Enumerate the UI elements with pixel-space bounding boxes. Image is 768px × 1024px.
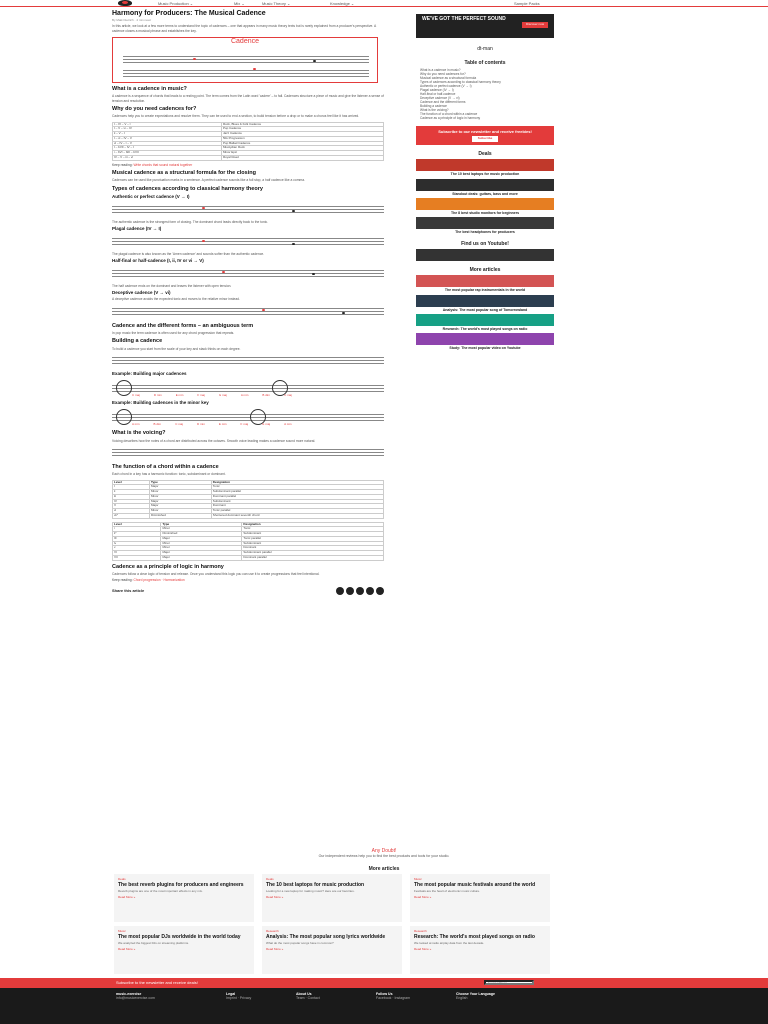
card-excerpt: Looking for a new laptop for making music? Here are our favorites. [266,889,355,893]
chord-label: E min [218,421,227,426]
nav-item-music-production[interactable]: Music Production ⌄ [158,1,194,6]
article-main [112,10,384,595]
youtube-thumbnail[interactable] [416,249,554,261]
card-title[interactable]: Research: The world's most played songs on radio [414,933,535,940]
table-cell: Shortened dominant seventh chord [211,513,383,518]
pinterest-share-icon[interactable] [356,587,364,595]
toc-item[interactable]: Deceptive cadence (V → vi) [420,96,460,101]
cta-title: Any Doubt! [371,848,397,854]
table-cell: vi [113,509,150,514]
chord-label: B dim [262,393,271,398]
staff-plagal [112,235,384,250]
top-navigation [0,0,768,7]
heading-forms: Cadence and the different forms – an ambiguous term [112,322,254,329]
table-cell: Major [149,499,211,504]
footer-link[interactable]: Imprint · Privacy [226,996,252,1001]
table-cell: I – V – vi – IV [113,127,222,132]
more-title: More articles [469,267,501,273]
para-function: Each chord in a key has a harmonic function: tonic, subdominant or dominant. [112,472,226,477]
sidebar-youtube [416,241,554,261]
chord-label: C maj [284,393,292,398]
table-header-cell: Type [161,522,242,527]
heading-structural-formula: Musical cadence as a structural formula for the closing [112,169,256,176]
footer-link[interactable]: Team · Contact [296,996,320,1001]
email-share-icon[interactable] [376,587,384,595]
table-cell: Subdominant [242,532,384,537]
table-row [113,513,384,518]
table-cell: Dominant parallel [211,494,383,499]
table-cell: I – vi – IV – V [113,136,222,141]
card-category: Deals [118,877,126,881]
table-cell: Tonic [242,527,384,532]
table-cell: vi – IV – I – V [113,141,222,146]
card-title[interactable]: The 10 best laptops for music production [266,881,365,888]
card-read-more[interactable]: Read More » [266,946,284,951]
heading-function: The function of a chord within a cadence [112,463,219,470]
footer-heading: Choose Your Language [456,992,495,996]
newsletter-email-input[interactable] [484,980,534,985]
table-cell: Tonic parallel [242,536,384,541]
keep-reading-link-2[interactable]: Chord progression · Harmonization [133,578,185,583]
nav-item-knowledge[interactable]: Knowledge ⌄ [330,1,355,6]
chord-label: A min [284,421,292,426]
subscribe-button[interactable]: Subscribe [472,136,499,142]
banner-note [313,60,316,62]
subscribe-box [416,126,554,145]
table-cell: Minor [161,527,242,532]
table-header-cell: Level [113,522,161,527]
table-cell: 50s Progression [221,136,383,141]
article-thumbnail[interactable] [416,314,554,326]
footer-column [456,992,495,1001]
table-cell: Subdominant parallel [211,490,383,495]
footer-link[interactable]: info@musicexercise.com [116,996,155,1001]
toc-item[interactable]: What is the voicing? [420,108,449,113]
footer-heading: Follow Us [376,992,393,996]
heading-types: Types of cadences according to classical harmony theory [112,185,263,192]
para-half: The half cadence ends on the dominant and leaves the listener with open tension. [112,283,232,288]
table-cell: I – bVII – IV – I [113,146,222,151]
staff-half [112,267,384,282]
deal-title[interactable]: Standout deals: guitars, bass and more [452,191,518,196]
progressions-table [112,122,384,161]
chord-label: C maj [175,421,184,426]
card-category: Music [414,877,422,881]
card-excerpt: What do the most popular songs have in common? [266,941,334,945]
banner-title: Cadence [230,37,260,45]
table-cell: Tonic [211,485,383,490]
chord-label: F maj [197,393,205,398]
para-voicing: Voicing describes how the notes of a chord are distributed across the octaves. Smooth voice leading makes a cadence sound more natural. [112,438,316,443]
table-cell: Major [161,536,242,541]
table-cell: Major [161,555,242,560]
para-deceptive: A deceptive cadence avoids the expected tonic and moves to the relative minor instead. [112,297,240,302]
para-basics: Cadences can be used like punctuation marks in a sentence. A perfect cadence sounds like a full stop, a half cadence like a comma. [112,178,305,183]
article-card[interactable] [410,874,550,922]
toc-item[interactable]: What is a cadence in music? [420,68,461,73]
sidebar-more [416,267,554,351]
para-building: To build a cadence you start from the scale of your key and stack thirds on each degree. [112,347,241,352]
article-thumbnail[interactable] [416,333,554,345]
sidebar-deals [416,151,554,235]
heading-major-example: Example: Building major cadences [112,371,187,377]
deal-thumbnail[interactable] [416,217,554,229]
table-cell: Subdominant parallel [242,551,384,556]
major-chords [132,394,306,398]
site-footer [0,988,768,1024]
article-title: Harmony for Producers: The Musical Cadence [112,10,266,17]
cadence-banner [112,37,378,83]
deal-thumbnail[interactable] [416,198,554,210]
facebook-share-icon[interactable] [336,587,344,595]
chord-label: G maj [262,421,271,426]
table-cell: Dominant [242,546,384,551]
newsletter-bar [0,978,768,988]
table-cell: Subdominant [211,499,383,504]
chord-label: C maj [132,393,140,398]
table-cell: Subdominant [242,541,384,546]
table-cell: IV – V – iii – vi [113,155,222,160]
table-cell: Major [149,504,211,509]
toc-item[interactable]: Why do you need cadences for? [420,72,466,77]
toc-item[interactable]: Authentic or perfect cadence (V → I) [420,84,472,89]
ad-text: WE'VE GOT THE PERFECT SOUND [422,16,506,22]
table-header-cell: Designation [211,480,383,485]
staff-voicing [112,446,384,461]
newsletter-text: Subscribe to the newsletter and receive deals! [116,980,198,985]
card-excerpt: We looked at radio airplay data from the last decade. [414,941,485,945]
heading-voicing: What is the voicing? [112,429,166,436]
table-row [113,155,384,160]
table-row [113,555,384,560]
nav-item-music-theory[interactable]: Music Theory ⌄ [262,1,291,6]
article-card[interactable] [262,874,402,922]
card-excerpt: We analyzed the biggest DJs on streaming platforms. [118,941,189,945]
share-row [112,587,384,595]
table-cell: ii – V – I [113,132,222,137]
toc-item[interactable]: Types of cadences according to classical harmony theory [420,80,501,85]
chord-label: D min [197,421,205,426]
table-cell: i [113,527,161,532]
toc-item[interactable]: Building a cadence [420,104,447,109]
toc-item[interactable]: Plagal cadence (IV → I) [420,88,454,93]
table-cell: Tonic parallel [211,509,383,514]
toc-item[interactable]: Half-final or half-cadence [420,92,456,97]
card-category: Music [118,929,126,933]
table-header-cell: Designation [242,522,384,527]
minor-chords [132,423,306,427]
card-read-more[interactable]: Read More » [118,894,136,899]
footer-column [226,992,251,1001]
deal-title[interactable]: The 8 best studio monitors for beginners [450,211,520,215]
staff-minor [112,409,384,427]
card-read-more[interactable]: Read More » [266,894,284,899]
toc-title: Table of contents [464,60,506,66]
table-cell: v [113,546,161,551]
deal-title[interactable]: The 10 best laptops for music production [450,172,520,177]
table-cell: Major [149,485,211,490]
chord-label: G maj [218,393,227,398]
table-cell: Diminished [149,513,211,518]
sidebar-ad[interactable] [416,14,554,38]
table-cell: VII [113,555,161,560]
brand-logo[interactable]: dt-man [477,45,493,52]
more-articles-title: More articles [368,866,400,872]
chord-label: A min [240,393,249,398]
sidebar [416,14,554,357]
article-title[interactable]: Study: The most popular video on Youtube [449,346,521,351]
article-meta: By Maik Dietrich · 4 min read [112,17,151,22]
card-category: Research [266,929,279,933]
article-card[interactable] [114,874,254,922]
table-cell: Dominant parallel [242,555,384,560]
article-card[interactable] [114,926,254,974]
chord-label: B dim [153,421,162,426]
footer-heading: Legal [226,992,236,996]
whatsapp-share-icon[interactable] [366,587,374,595]
heading-why-cadences: Why do you need cadences for? [112,105,197,112]
nav-sample-packs[interactable]: Sample Packs [514,1,540,6]
table-cell: Royal Road [221,155,383,160]
table-cell: Dominant [211,504,383,509]
table-cell: Minor [161,546,242,551]
banner-note [253,68,256,70]
table-cell: IV [113,499,150,504]
card-category: Research [414,929,427,933]
para-forms: In pop music the term cadence is often used for any chord progression that repeats. [112,331,235,336]
major-function-table [112,480,384,519]
staff-build [112,354,384,369]
table-header-cell: Type [149,480,211,485]
heading-building: Building a cadence [112,338,163,345]
card-read-more[interactable]: Read More » [118,946,136,951]
youtube-title: Find us on Youtube! [461,240,509,247]
article-card[interactable] [410,926,550,974]
cta-sub: Our independent reviews help you to find the best products and tools for your studio. [318,854,450,858]
table-cell: Pop Ballad Cadence [221,141,383,146]
para-what: A cadence is a sequence of chords that leads to a resting point. The term comes from the Latin word 'cadere' – to fall. Cadences structure a piece of music and give the listener a sense of tension and resolution. [112,94,384,103]
subscribe-text: Subscribe to our newsletter and receive freebies! [438,129,532,135]
footer-column [296,992,320,1001]
heading-authentic: Authentic or perfect cadence (V → I) [112,194,190,200]
footer-heading: About Us [296,992,312,996]
para-plagal: The plagal cadence is also known as the 'Amen cadence' and sounds softer than the authentic cadence. [112,251,265,256]
heading-half: Half-final or half-cadence (I, ii, IV or vi → V) [112,257,204,263]
toc-item[interactable]: Cadence as a principle of logic in harmony [420,116,481,121]
table-header-cell: Level [113,480,150,485]
toc-item[interactable]: Cadence and the different forms [420,100,466,105]
card-excerpt: Festivals are the heart of electronic music culture. [414,889,481,893]
table-cell: Major [161,551,242,556]
table-cell: Pop Cadence [221,127,383,132]
keep-reading-link-1[interactable]: Write chords that sound natural together [133,162,193,167]
article-title[interactable]: The most popular rap instrumentals in the world [444,288,526,293]
table-cell: V [113,504,150,509]
para-authentic: The authentic cadence is the strongest form of closing. The dominant chord leads directly back to the tonic. [112,219,269,224]
card-title[interactable]: The most popular music festivals around the world [414,881,536,888]
staff-authentic [112,203,384,218]
table-cell: iii [113,494,150,499]
table-cell: i – bVI – bIII – bVII [113,151,222,156]
table-cell: Minor [149,490,211,495]
table-cell: vii° [113,513,150,518]
card-excerpt: Reverb plugins are one of the most important effects in any mix. [118,889,203,893]
deal-title[interactable]: The best headphones for producers [455,230,515,235]
table-cell: Minor Epic [221,151,383,156]
article-card[interactable] [262,926,402,974]
toc-item[interactable]: The function of a chord within a cadence [420,112,478,117]
table-cell: iv [113,541,161,546]
table-cell: Minor [161,541,242,546]
article-title[interactable]: Research: The world's most played songs on radio [442,327,528,331]
table-cell: Minor [149,494,211,499]
footer-column [376,992,410,1001]
staff-deceptive [112,305,384,320]
table-cell: Jazz Cadence [221,132,383,137]
ad-button[interactable]: Discover now [522,22,548,28]
heading-plagal: Plagal cadence (IV → I) [112,226,162,232]
table-cell: I [113,485,150,490]
footer-heading: music-exercise [116,992,142,996]
share-label: Share this article [112,588,145,593]
table-cell: VI [113,551,161,556]
para-logic: Cadences follow a clear logic of tension and release. Once you understand this logic you can use it to create progressions that feel intentional. [112,572,320,577]
table-cell: Rock, Blues & Folk Cadence [221,122,383,127]
card-title[interactable]: The most popular DJs worldwide in the world today [118,933,241,940]
footer-link[interactable]: Facebook · Instagram [376,996,411,1001]
toc-item[interactable]: Musical cadence as a structural formula [420,76,477,81]
deal-thumbnail[interactable] [416,179,554,191]
sidebar-toc [416,60,554,120]
article-thumbnail[interactable] [416,275,554,287]
table-cell: III [113,536,161,541]
nav-item-mix[interactable]: Mix ⌄ [234,1,245,6]
heading-logic: Cadence as a principle of logic in harmony [112,563,224,570]
article-intro: In this article, we look at a few more terms to understand the topic of cadences – one that appears in many music theory texts but is rarely explained from a producer's perspective. A cadence closes a musical phrase and establishes the key. [112,24,376,33]
heading-what-is-cadence: What is a cadence in music? [112,85,187,92]
chord-label: E min [175,393,184,398]
table-cell: I – IV – V – I [113,122,222,127]
footer-column [116,992,155,1001]
card-title[interactable]: Analysis: The most popular song lyrics worldwide [266,933,386,940]
table-cell: Diminished [161,532,242,537]
table-cell: Mixolydian Rock [221,146,383,151]
twitter-share-icon[interactable] [346,587,354,595]
card-read-more[interactable]: Read More » [414,946,432,951]
site-logo[interactable] [118,0,132,6]
article-title[interactable]: Analysis: The most popular song of Tomorrowland [442,307,528,312]
table-cell: ii [113,490,150,495]
deals-title: Deals [478,151,492,157]
para-why: Cadences help you to create expectations and resolve them. They can be used to end a section, to build tension before a drop or to make a chorus feel like it has arrived. [112,114,360,119]
article-thumbnail[interactable] [416,295,554,307]
card-read-more[interactable]: Read More » [414,894,432,899]
chord-label: F maj [240,421,249,426]
minor-function-table [112,522,384,561]
banner-note [193,58,196,60]
card-title[interactable]: The best reverb plugins for producers and engineers [118,881,244,888]
staff-major [112,380,384,398]
card-category: Deals [266,877,274,881]
table-cell: ii° [113,532,161,537]
chord-label: A min [132,421,140,426]
heading-minor-example: Example: Building cadences in the minor key [112,400,209,406]
heading-deceptive: Deceptive cadence (V → vi) [112,289,171,295]
keep-reading-1: Keep reading: Write chords that sound natural together [112,162,193,167]
keep-reading-2: Keep reading: Chord progression · Harmonization [112,578,185,583]
deal-thumbnail[interactable] [416,159,554,171]
footer-link[interactable]: English [456,996,468,1001]
table-cell: Minor [149,509,211,514]
chord-label: D min [153,393,162,398]
